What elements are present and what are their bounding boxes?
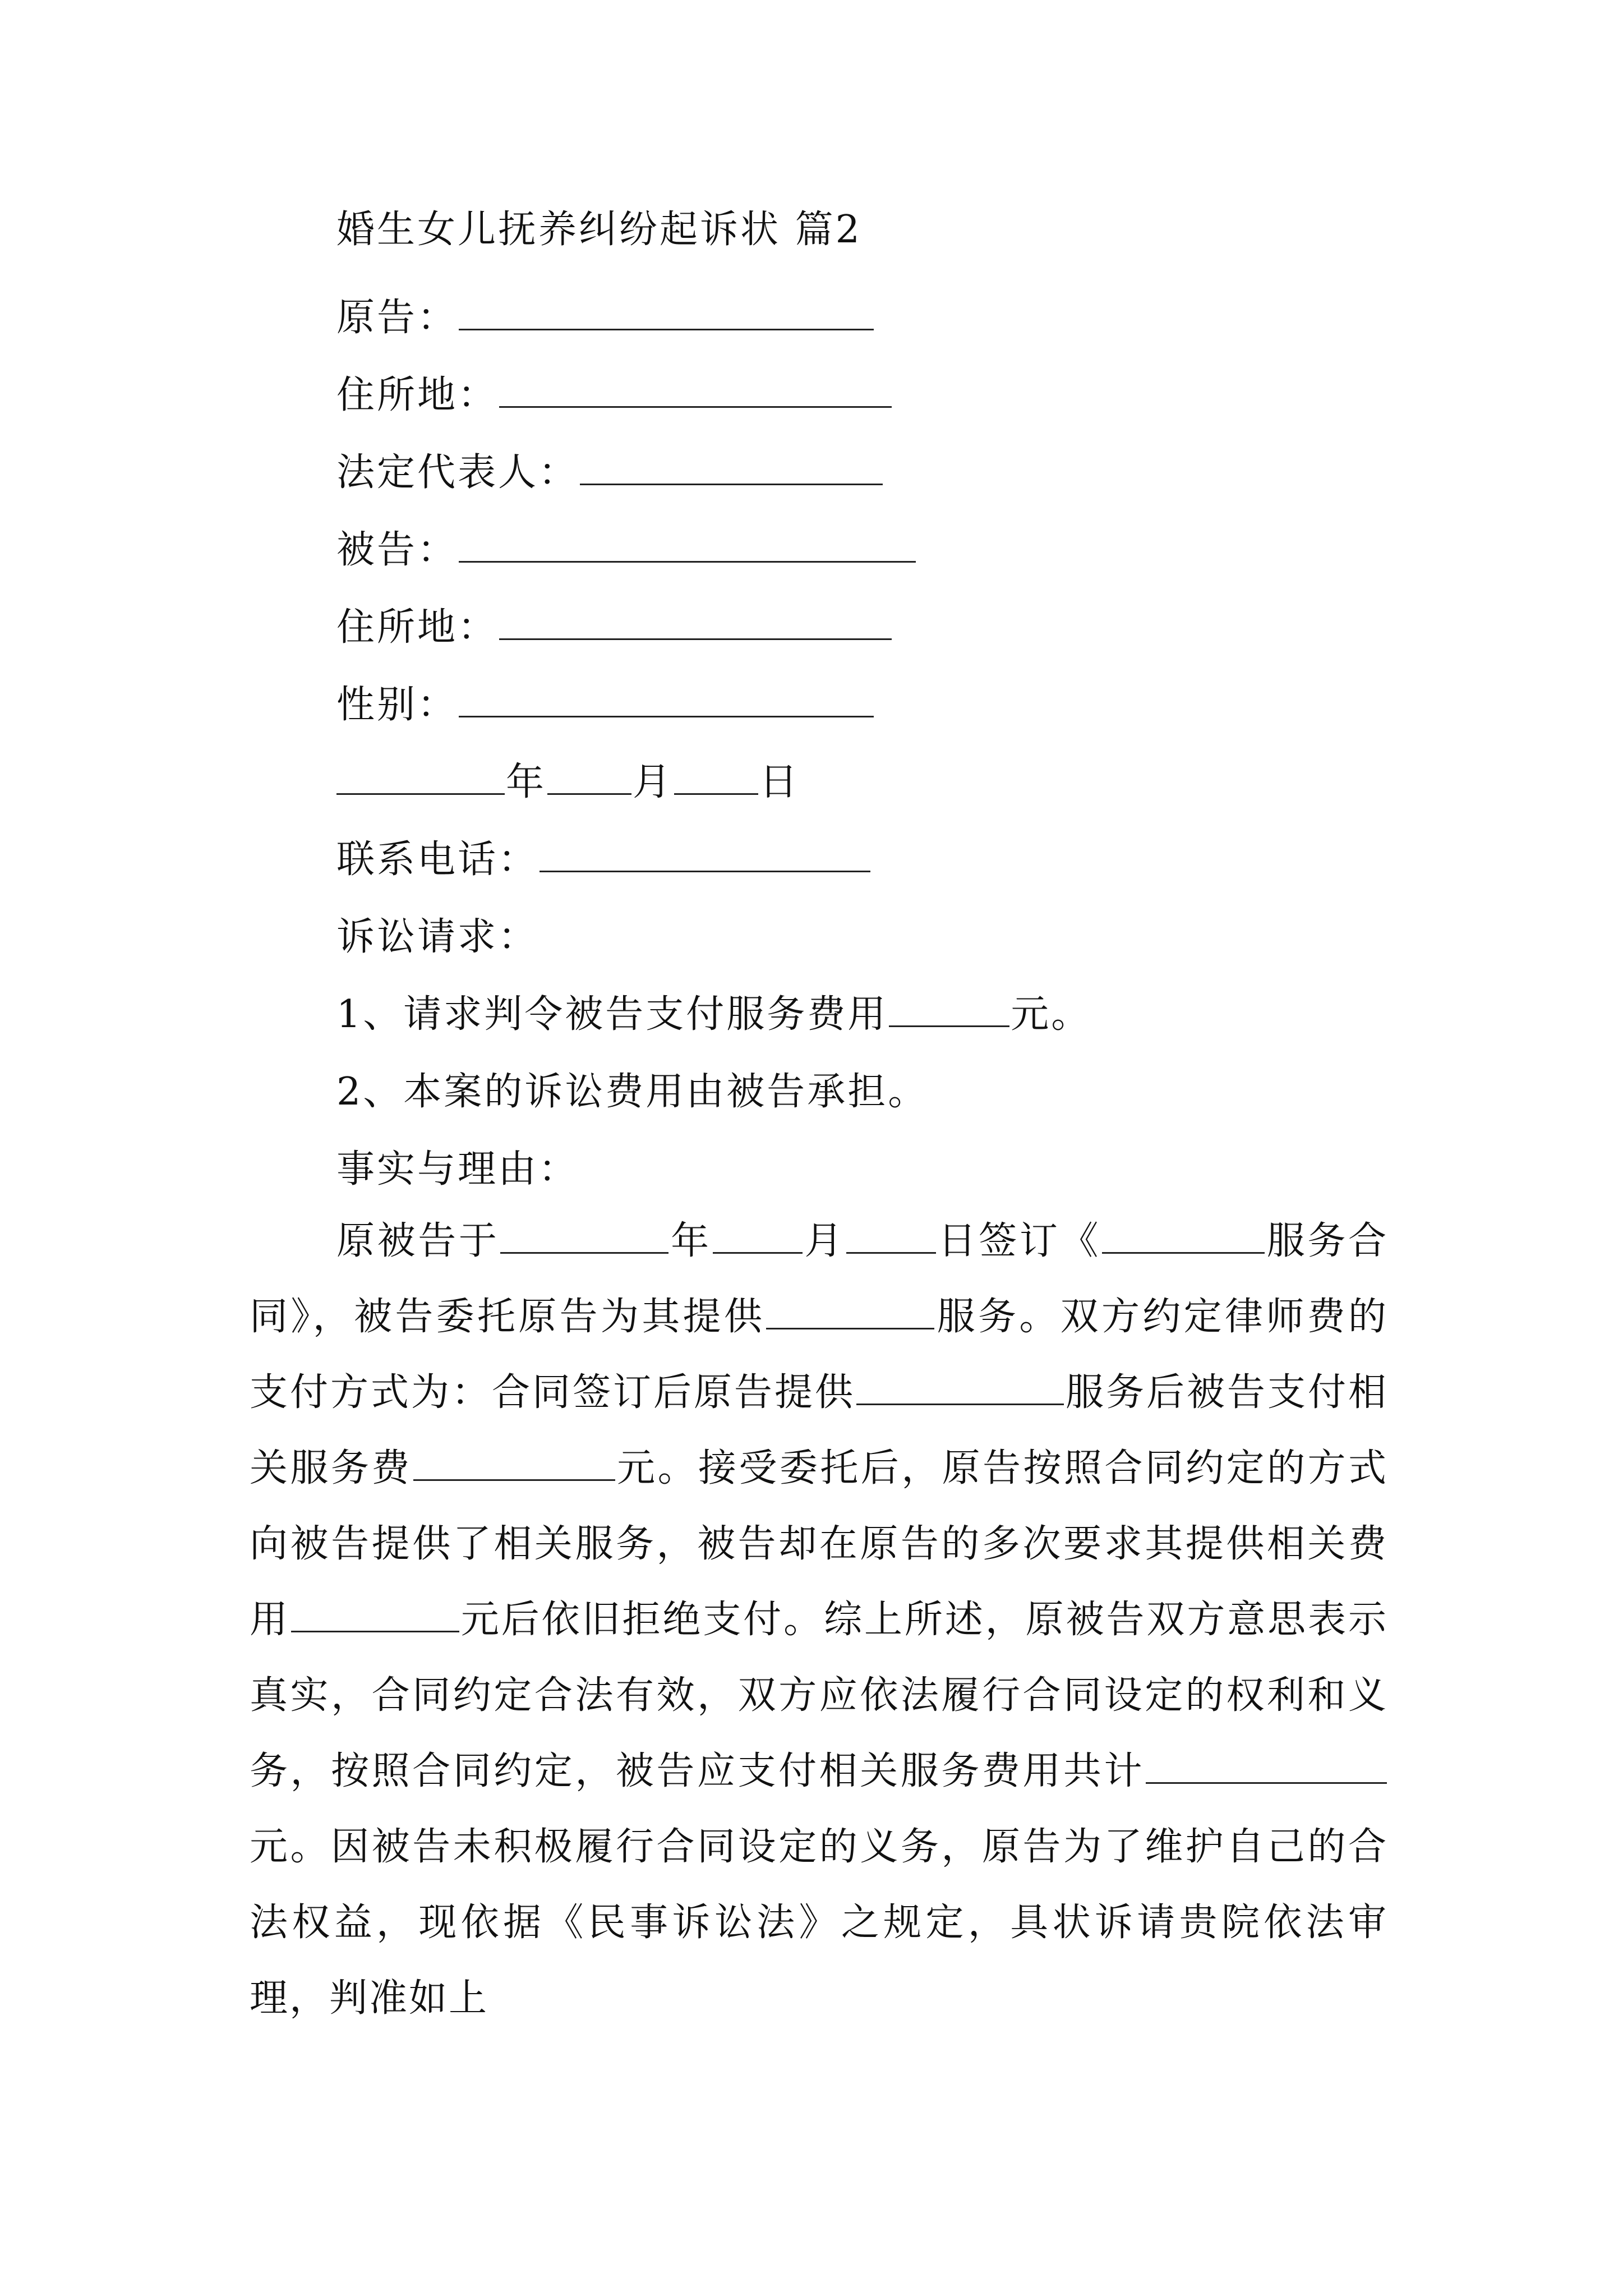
- month-blank: [547, 758, 631, 795]
- plaintiff-address-row: [336, 365, 893, 426]
- facts-heading-text: 事实与理由：: [336, 1147, 579, 1191]
- document-title: [336, 199, 862, 261]
- requested-fee-blank: [291, 1596, 459, 1632]
- sign-day-blank: [846, 1217, 936, 1254]
- defendant-address-row: [336, 597, 893, 659]
- gender-blank: [459, 681, 874, 717]
- claim-1-suffix: 元。: [1011, 992, 1092, 1037]
- claim-item-1: [336, 984, 1091, 1046]
- plaintiff-address-blank: [499, 371, 892, 408]
- plaintiff-address-label: 住所地：: [336, 373, 499, 417]
- sign-month-blank: [713, 1217, 803, 1254]
- year-blank: [336, 758, 505, 795]
- phone-blank: [540, 836, 870, 872]
- month-label: 月: [633, 760, 674, 804]
- facts-s5: 服务合同》，被告委托原告为其提供: [250, 1219, 1388, 1339]
- day-blank: [674, 758, 758, 795]
- facts-s8: 元。接受委托后，原告按照合同约定的方式向被告提供了相关服务，被告却在原告的多次要求其提供相关费用: [250, 1446, 1388, 1642]
- facts-heading: [336, 1139, 579, 1200]
- service-type-blank: [766, 1293, 934, 1329]
- plaintiff-label: 原告：: [336, 296, 458, 340]
- phone-label: 联系电话：: [336, 838, 539, 882]
- facts-s7: 服务后被告支付相关服务费: [250, 1370, 1388, 1490]
- facts-s6: 服务。双方约定律师费的支付方式为：合同签订后原告提供: [250, 1295, 1388, 1415]
- gender-row: [336, 674, 875, 736]
- facts-s10: 元。因被告未积极履行合同设定的义务，原告为了维护自己的合法权益，现依据《民事诉讼法》之规定，具状诉请贵院依法审理，判准如上: [250, 1825, 1388, 2021]
- defendant-address-blank: [499, 604, 892, 640]
- claim-item-2: [336, 1061, 928, 1123]
- phone-row: [336, 829, 872, 891]
- facts-s1: 原被告于: [336, 1219, 500, 1263]
- total-fee-blank: [1146, 1747, 1387, 1784]
- legal-rep-blank: [580, 449, 883, 485]
- facts-s2: 年: [670, 1219, 712, 1263]
- plaintiff-blank: [459, 294, 874, 330]
- claims-heading-text: 诉讼请求：: [336, 915, 539, 959]
- sign-year-blank: [500, 1217, 668, 1254]
- service-fee-blank: [413, 1444, 615, 1481]
- claims-heading: [336, 907, 538, 968]
- year-label: 年: [506, 760, 547, 804]
- facts-s9: 元后依旧拒绝支付。综上所述，原被告双方意思表示真实，合同约定合法有效，双方应依法履行合同设定的权利和义务，按照合同约定，被告应支付相关服务费用共计: [250, 1598, 1388, 1793]
- legal-rep-row: [336, 442, 884, 504]
- day-label: 日: [759, 760, 800, 804]
- contract-name-blank: [1102, 1217, 1265, 1254]
- claim-1-text: 1、请求判令被告支付服务费用: [336, 992, 888, 1037]
- defendant-label: 被告：: [336, 528, 458, 572]
- facts-paragraph: [250, 1203, 1388, 2036]
- claim-1-amount-blank: [889, 991, 1009, 1027]
- defendant-address-label: 住所地：: [336, 605, 499, 650]
- defendant-row: [336, 519, 917, 581]
- plaintiff-row: [336, 287, 875, 349]
- date-row: [336, 752, 800, 813]
- claim-2-text: 2、本案的诉讼费用由被告承担。: [336, 1070, 929, 1114]
- defendant-blank: [459, 526, 916, 563]
- facts-s3: 月: [803, 1219, 845, 1263]
- title-text: 婚生女儿抚养纠纷起诉状 篇2: [336, 208, 862, 252]
- facts-s4: 日签订《: [937, 1219, 1101, 1263]
- provided-service-blank: [856, 1369, 1064, 1405]
- gender-label: 性别：: [336, 683, 458, 727]
- legal-rep-label: 法定代表人：: [336, 450, 579, 495]
